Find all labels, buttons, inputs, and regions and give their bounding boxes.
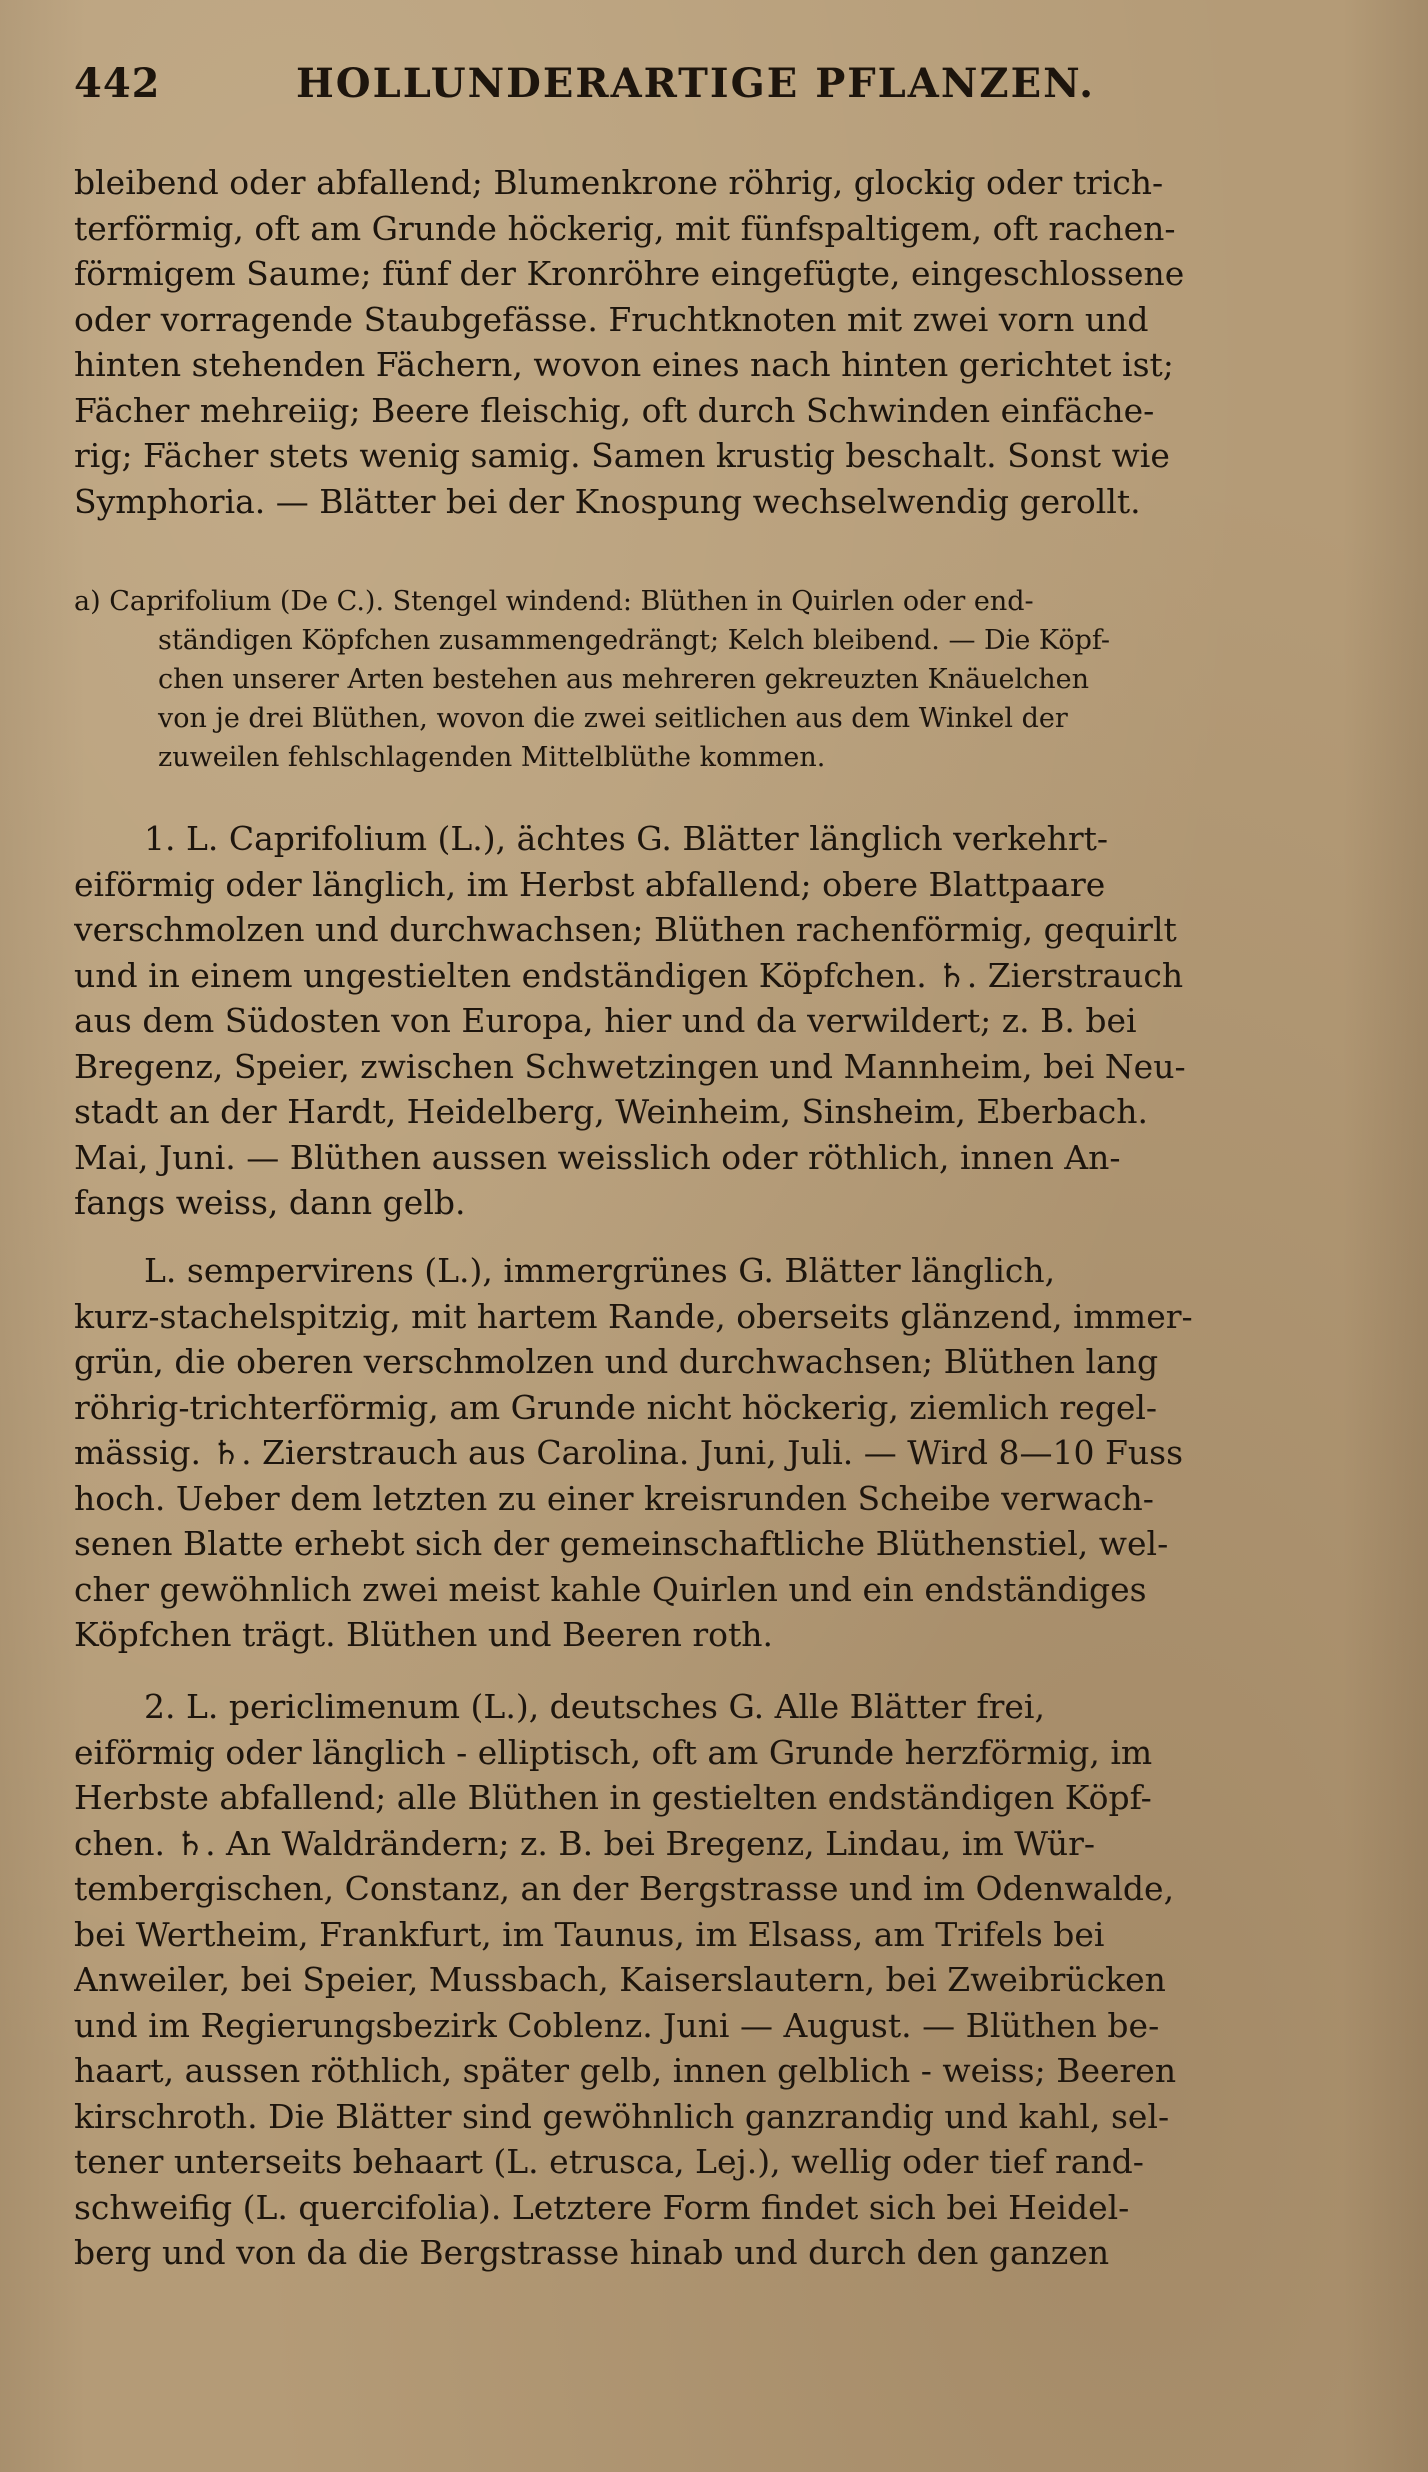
text-line: Herbste abfallend; alle Blüthen in gestielten endständigen Köpf-: [74, 1778, 1152, 1817]
text-line: ständigen Köpfchen zusammengedrängt; Kelch bleibend. — Die Köpf-: [158, 625, 1111, 656]
text-line: terförmig, oft am Grunde höckerig, mit fünfspaltigem, oft rachen-: [74, 208, 1176, 248]
running-title: HOLLUNDERARTIGE PFLANZEN.: [296, 60, 1096, 107]
text-line: zuweilen fehlschlagenden Mittelblüthe kommen.: [158, 742, 826, 773]
text-line: hoch. Ueber dem letzten zu einer kreisrunden Scheibe verwach-: [74, 1478, 1154, 1518]
text-line: kirschroth. Die Blätter sind gewöhnlich ganzrandig und kahl, sel-: [74, 2096, 1170, 2136]
text-line: grün, die oberen verschmolzen und durchwachsen; Blüthen lang: [74, 1342, 1159, 1381]
text-line: bei Wertheim, Frankfurt, im Taunus, im Elsass, am Trifels bei: [74, 1914, 1105, 1954]
text-line: von je drei Blüthen, wovon die zwei seitlichen aus dem Winkel der: [158, 703, 1068, 734]
text-line: kurz-stachelspitzig, mit hartem Rande, oberseits glänzend, immer-: [74, 1296, 1193, 1336]
text-line: und in einem ungestielten endständigen Köpfchen. ♄. Zierstrauch: [74, 955, 1184, 995]
text-line: Köpfchen trägt. Blüthen und Beeren roth.: [74, 1615, 774, 1654]
page-number: 442: [74, 60, 161, 107]
text-line: 2. L. periclimenum (L.), deutsches G. Alle Blätter frei,: [144, 1687, 1045, 1726]
text-line: 1. L. Caprifolium (L.), ächtes G. Blätter länglich verkehrt-: [144, 819, 1109, 858]
text-line: röhrig-trichterförmig, am Grunde nicht höckerig, ziemlich regel-: [74, 1387, 1158, 1427]
text-line: chen. ♄. An Waldrändern; z. B. bei Bregenz, Lindau, im Wür-: [74, 1823, 1096, 1863]
text-line: Symphoria. — Blätter bei der Knospung wechselwendig gerollt.: [74, 481, 1141, 521]
text-line: verschmolzen und durchwachsen; Blüthen rachenförmig, gequirlt: [74, 910, 1177, 949]
text-line: schweifig (L. quercifolia). Letztere Form findet sich bei Heidel-: [74, 2187, 1130, 2227]
text-line: tener unterseits behaart (L. etrusca, Lej.), wellig oder tief rand-: [74, 2142, 1144, 2181]
text-line: haart, aussen röthlich, später gelb, innen gelblich - weiss; Beeren: [74, 2051, 1177, 2090]
species-2-periclimenum: [74, 1684, 1344, 2276]
text-line: mässig. ♄. Zierstrauch aus Carolina. Juni, Juli. — Wird 8—10 Fuss: [74, 1433, 1184, 1472]
text-line: stadt an der Hardt, Heidelberg, Weinheim, Sinsheim, Eberbach.: [74, 1092, 1148, 1131]
text-line: hinten stehenden Fächern, wovon eines nach hinten gerichtet ist;: [74, 345, 1174, 384]
text-line: Fächer mehreiig; Beere fleischig, oft durch Schwinden einfäche-: [74, 390, 1155, 430]
text-line: Mai, Juni. — Blüthen aussen weisslich oder röthlich, innen An-: [74, 1137, 1121, 1177]
text-line: fangs weiss, dann gelb.: [74, 1183, 466, 1222]
species-1-caprifolium: [74, 816, 1344, 1226]
text-line: oder vorragende Staubgefässe. Fruchtknoten mit zwei vorn und: [74, 299, 1149, 339]
text-line: chen unserer Arten bestehen aus mehreren gekreuzten Knäuelchen: [158, 664, 1090, 695]
text-line: cher gewöhnlich zwei meist kahle Quirlen und ein endständiges: [74, 1569, 1147, 1609]
page-header: [74, 60, 1354, 120]
text-line: L. sempervirens (L.), immergrünes G. Blätter länglich,: [144, 1251, 1056, 1290]
text-line: eiförmig oder länglich - elliptisch, oft am Grunde herzförmig, im: [74, 1732, 1153, 1772]
text-line: förmigem Saume; fünf der Kronröhre eingefügte, eingeschlossene: [74, 254, 1185, 293]
text-line: Anweiler, bei Speier, Mussbach, Kaiserslautern, bei Zweibrücken: [74, 1960, 1166, 1999]
text-line: eiförmig oder länglich, im Herbst abfallend; obere Blattpaare: [74, 864, 1106, 904]
text-line: bleibend oder abfallend; Blumenkrone röhrig, glockig oder trich-: [74, 163, 1164, 202]
text-line: Bregenz, Speier, zwischen Schwetzingen und Mannheim, bei Neu-: [74, 1046, 1186, 1086]
text-line: senen Blatte erhebt sich der gemeinschaftliche Blüthenstiel, wel-: [74, 1524, 1169, 1563]
section-a-caprifolium: [74, 582, 1344, 777]
text-line: tembergischen, Constanz, an der Bergstrasse und im Odenwalde,: [74, 1869, 1175, 1908]
text-line: und im Regierungsbezirk Coblenz. Juni — August. — Blüthen be-: [74, 2005, 1160, 2045]
text-line: a) Caprifolium (De C.). Stengel windend: Blüthen in Quirlen oder end-: [74, 586, 1034, 617]
species-sempervirens: [74, 1248, 1344, 1658]
intro-paragraph: [74, 160, 1344, 524]
text-line: rig; Fächer stets wenig samig. Samen krustig beschalt. Sonst wie: [74, 436, 1170, 475]
text-line: aus dem Südosten von Europa, hier und da verwildert; z. B. bei: [74, 1001, 1137, 1040]
text-line: berg und von da die Bergstrasse hinab und durch den ganzen: [74, 2233, 1110, 2272]
